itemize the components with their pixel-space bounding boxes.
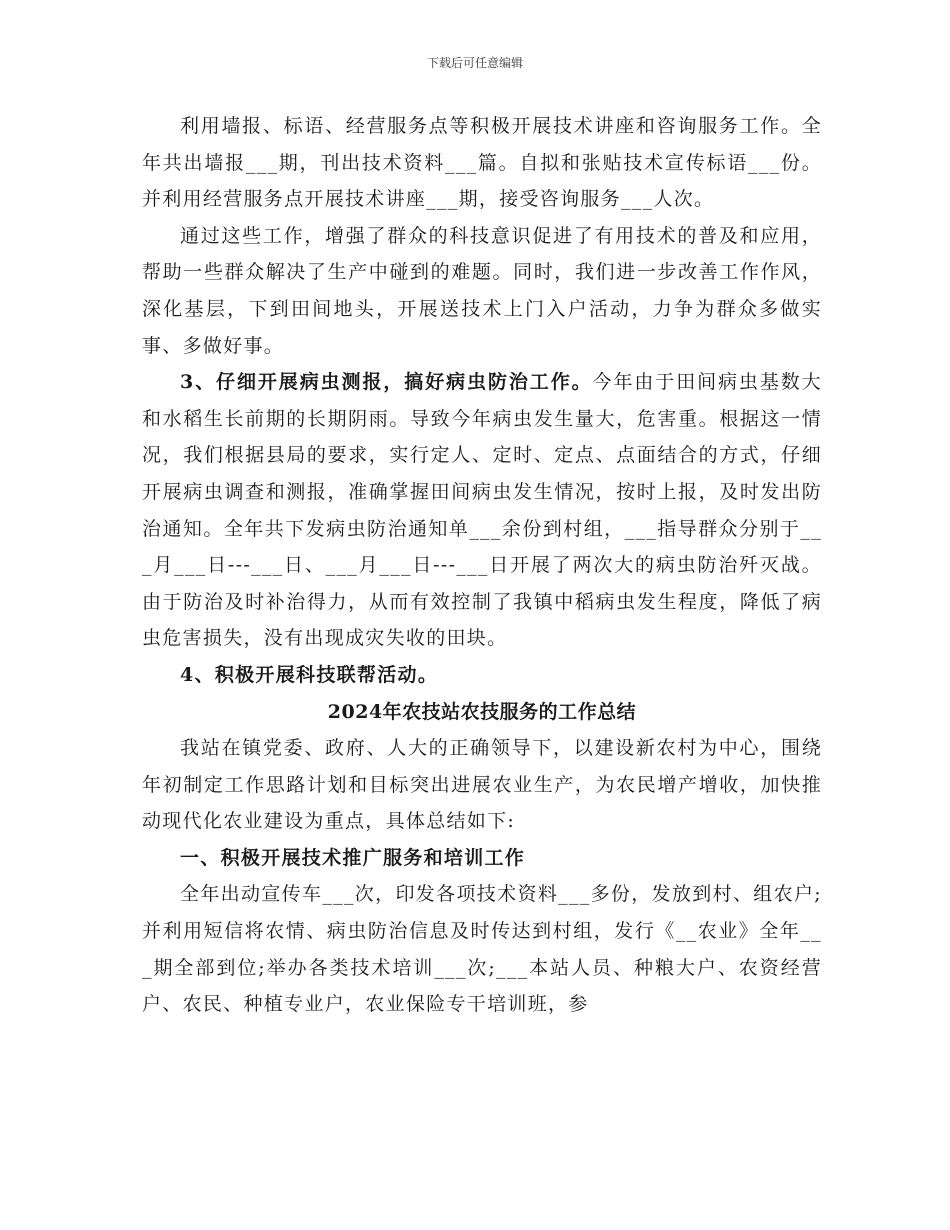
paragraph-effects: 通过这些工作，增强了群众的科技意识促进了有用技术的普及和应用，帮助一些群众解决了生产中碰到的难题。同时，我们进一步改善工作作风，深化基层，下到田间地头，开展送技术上门入户活动，力争为群众多做实事、多做好事。 bbox=[142, 224, 822, 357]
paragraph-pest-forecast-body: 今年由于田间病虫基数大和水稻生长前期的长期阴雨。导致今年病虫发生量大，危害重。根据这一情况，我们根据县局的要求，实行定人、定时、定点、点面结合的方式，仔细开展病虫调查和测报，准确掌握田间病虫发生情况，按时上报，及时发出防治通知。全年共下发病虫防治通知单___余份到村组，___指导群众分别于___月___日---___日、___月___日---___日开展了两次大的病虫防治歼灭战。由于防治及时补治得力，从而有效控制了我镇中稻病虫发生程度，降低了病虫危害损失，没有出现成灾失收的田块。 bbox=[142, 371, 822, 650]
document-title: 2024年农技站农技服务的工作总结 bbox=[327, 700, 637, 723]
paragraph-intro: 我站在镇党委、政府、人大的正确领导下，以建设新农村为中心，围绕年初制定工作思路计划和目标突出进展农业生产，为农民增产增收，加快推动现代化农业建设为重点，具体总结如下: bbox=[142, 737, 822, 833]
paragraph-pest-forecast bbox=[142, 364, 822, 657]
section-heading-4: 4、积极开展科技联帮活动。 bbox=[180, 663, 439, 686]
section-heading-3: 3、仔细开展病虫测报，搞好病虫防治工作。 bbox=[180, 371, 593, 394]
document-body bbox=[142, 108, 822, 1023]
section-heading-1: 一、积极开展技术推广服务和培训工作 bbox=[180, 846, 526, 869]
page-header: 下载后可任意编辑 bbox=[426, 56, 523, 70]
paragraph-publicity: 利用墙报、标语、经营服务点等积极开展技术讲座和咨询服务工作。全年共出墙报___期，刊出技术资料___篇。自拟和张贴技术宣传标语___份。并利用经营服务点开展技术讲座___期，接受咨询服务___人次。 bbox=[142, 115, 822, 211]
paragraph-training: 全年出动宣传车___次，印发各项技术资料___多份，发放到村、组农户;并利用短信将农情、病虫防治信息及时传达到村组，发行《__农业》全年___期全部到位;举办各类技术培训___次;___本站人员、种粮大户、农资经营户、农民、种植专业户，农业保险专干培训班，参 bbox=[142, 883, 822, 1016]
